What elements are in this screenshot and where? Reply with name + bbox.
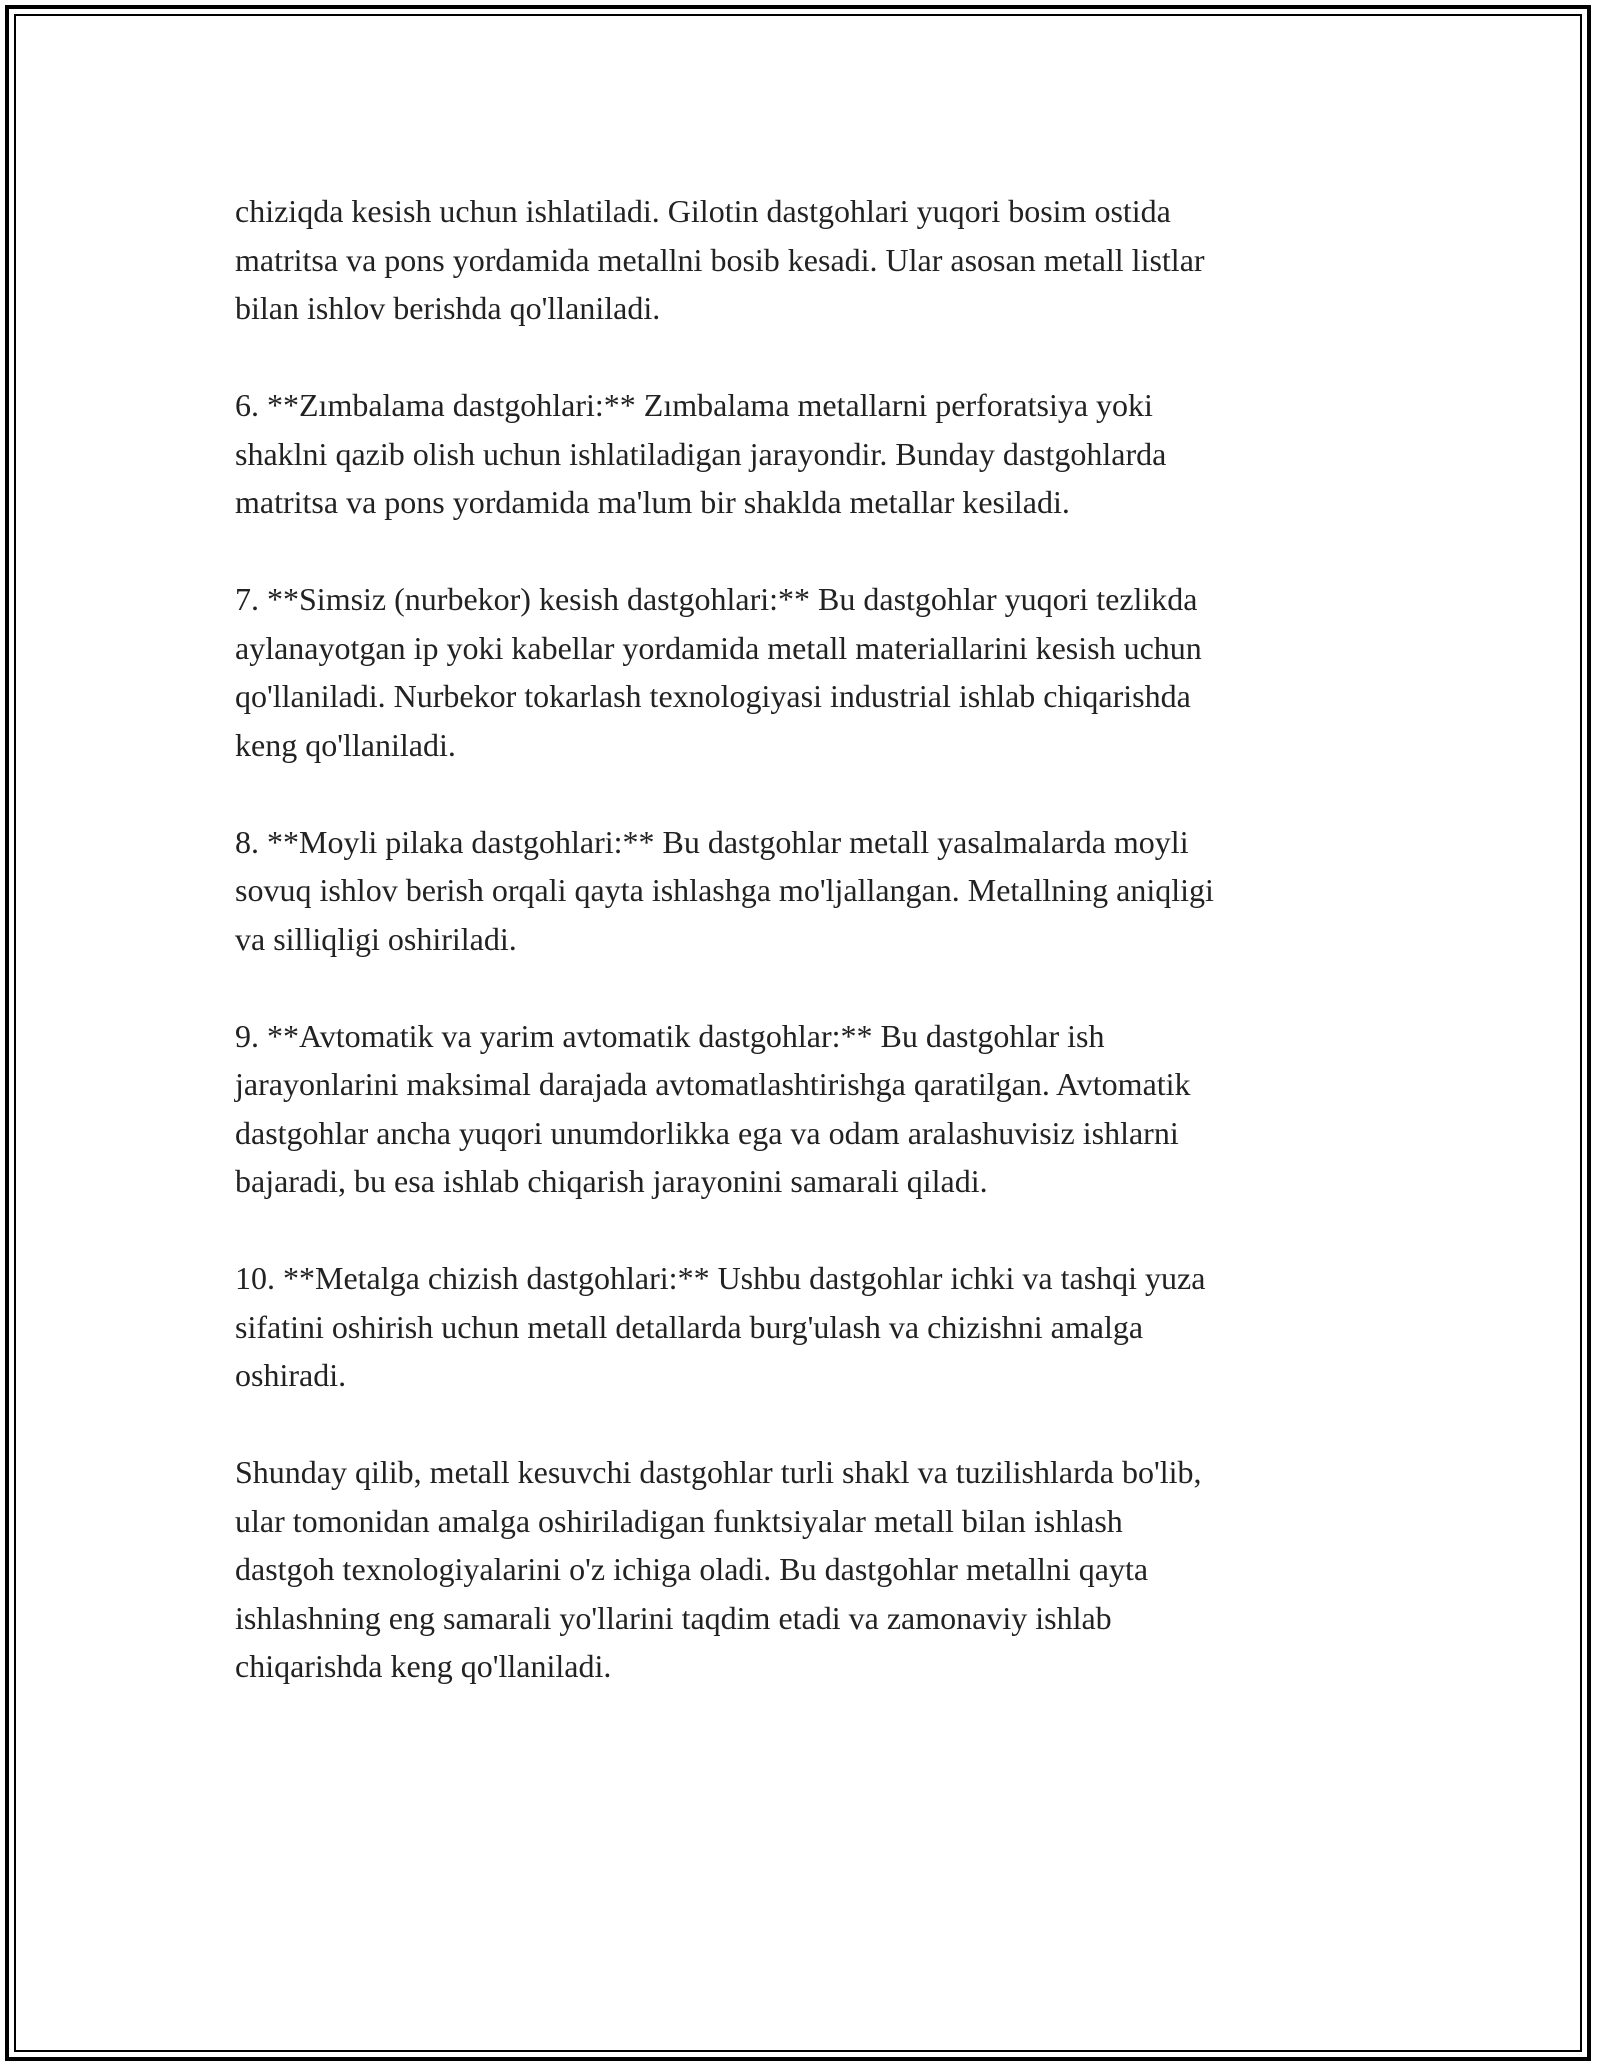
paragraph-automatic-machines: 9. **Avtomatik va yarim avtomatik dastgohlar:** Bu dastgohlar ish jarayonlarini maksimal darajada avtomatlashtirishga qaratilgan. Avtomatik dastgohlar ancha yuqori unumdorlikka ega va odam aralashuvisiz ishlarni bajaradi, bu esa ishlab chiqarish jarayonini samarali qiladi. xyxy=(235,1017,1191,1199)
paragraph-guillotine-continued: chiziqda kesish uchun ishlatiladi. Gilotin dastgohlari yuqori bosim ostida matritsa va pons yordamida metallni bosib kesadi. Ular asosan metall listlar bilan ishlov berishda qo'llaniladi. xyxy=(235,193,1205,326)
paragraph-punching-machines: 6. **Zımbalama dastgohlari:** Zımbalama metallarni perforatsiya yoki shaklni qazib olish uchun ishlatiladigan jarayondir. Bunday dastgohlarda matritsa va pons yordamida ma'lum bir shaklda metallar kesiladi. xyxy=(235,387,1167,520)
paragraph-wire-cutting-machines: 7. **Simsiz (nurbekor) kesish dastgohlari:** Bu dastgohlar yuqori tezlikda aylanayotgan ip yoki kabellar yordamida metall materiallarini kesish uchun qo'llaniladi. Nurbekor tokarlash texnologiyasi industrial ishlab chiqarishda keng qo'llaniladi. xyxy=(235,581,1202,763)
paragraph-oil-machines: 8. **Moyli pilaka dastgohlari:** Bu dastgohlar metall yasalmalarda moyli sovuq ishlov berish orqali qayta ishlashga mo'ljallangan. Metallning aniqligi va silliqligi oshiriladi. xyxy=(235,823,1214,957)
paragraph-conclusion: Shunday qilib, metall kesuvchi dastgohlar turli shakl va tuzilishlarda bo'lib, ular tomonidan amalga oshiriladigan funktsiyalar metall bilan ishlash dastgoh texnologiyalarini o'z ichiga oladi. Bu dastgohlar metallni qayta ishlashning eng samarali yo'llarini taqdim etadi va zamonaviy ishlab chiqarishda keng qo'llaniladi. xyxy=(235,1454,1202,1684)
paragraph-drawing-machines: 10. **Metalga chizish dastgohlari:** Ushbu dastgohlar ichki va tashqi yuza sifatini oshirish uchun metall detallarda burg'ulash va chizishni amalga oshiradi. xyxy=(235,1260,1206,1393)
document-body xyxy=(235,187,1375,1739)
